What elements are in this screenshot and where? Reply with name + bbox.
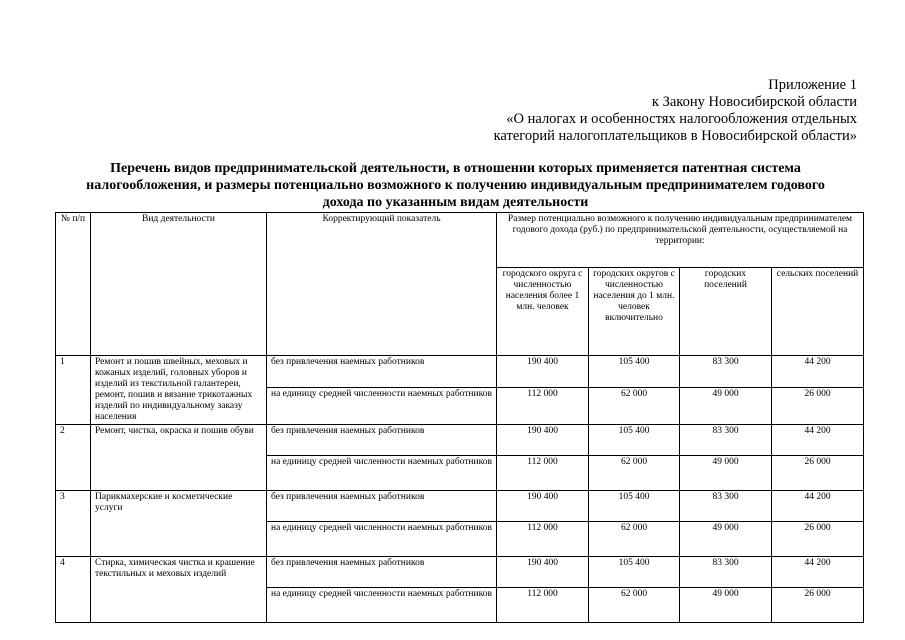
value-cell: 26 000 — [772, 456, 864, 491]
appendix-line: категорий налогоплательщиков в Новосибирской области» — [493, 128, 857, 144]
activity-table — [55, 212, 864, 623]
correcting-indicator: без привлечения наемных работников — [267, 491, 497, 522]
value-cell: 83 300 — [680, 557, 772, 588]
appendix-line: «О налогах и особенностях налогообложения отдельных — [506, 111, 857, 127]
value-cell: 190 400 — [497, 425, 589, 456]
value-cell: 112 000 — [497, 388, 589, 425]
value-cell: 190 400 — [497, 356, 589, 388]
row-number: 2 — [56, 425, 91, 491]
header-city-under-1m: городских округов с численностью населения до 1 млн. человек включительно — [589, 268, 680, 356]
value-cell: 44 200 — [772, 557, 864, 588]
value-cell: 26 000 — [772, 588, 864, 623]
table-row — [56, 425, 864, 456]
value-cell: 112 000 — [497, 522, 589, 557]
correcting-indicator: без привлечения наемных работников — [267, 557, 497, 588]
row-number: 4 — [56, 557, 91, 623]
table-row — [56, 557, 864, 588]
header-city-over-1m: городского округа с численностью населения более 1 млн. человек — [497, 268, 589, 356]
activity-kind: Стирка, химическая чистка и крашение текстильных и меховых изделий — [91, 557, 267, 623]
appendix-line: к Закону Новосибирской области — [651, 94, 857, 110]
title-line: налогообложения, и размеры потенциально возможного к получению индивидуальным предпринимателем годового — [86, 178, 825, 193]
activity-kind: Ремонт и пошив швейных, меховых и кожаных изделий, головных уборов и изделий из текстильной галантереи, ремонт, пошив и вязание трикотажных изделий по индивидуальному заказу населения — [91, 356, 267, 425]
correcting-indicator: на единицу средней численности наемных работников — [267, 388, 497, 425]
value-cell: 105 400 — [589, 356, 680, 388]
header-activity-kind: Вид деятельности — [91, 213, 267, 356]
value-cell: 26 000 — [772, 388, 864, 425]
value-cell: 112 000 — [497, 456, 589, 491]
header-correcting-indicator: Корректирующий показатель — [267, 213, 497, 356]
value-cell: 190 400 — [497, 491, 589, 522]
value-cell: 62 000 — [589, 456, 680, 491]
value-cell: 26 000 — [772, 522, 864, 557]
activity-kind: Ремонт, чистка, окраска и пошив обуви — [91, 425, 267, 491]
value-cell: 83 300 — [680, 491, 772, 522]
title-line: Перечень видов предпринимательской деятельности, в отношении которых применяется патентная система — [110, 161, 801, 176]
table-row — [56, 491, 864, 522]
value-cell: 112 000 — [497, 588, 589, 623]
header-num: № п/п — [56, 213, 91, 356]
correcting-indicator: на единицу средней численности наемных работников — [267, 588, 497, 623]
row-number: 3 — [56, 491, 91, 557]
table-header-row — [56, 213, 864, 268]
value-cell: 83 300 — [680, 425, 772, 456]
table-row — [56, 356, 864, 388]
value-cell: 49 000 — [680, 522, 772, 557]
value-cell: 105 400 — [589, 491, 680, 522]
appendix-note — [387, 77, 857, 145]
value-cell: 49 000 — [680, 388, 772, 425]
correcting-indicator: без привлечения наемных работников — [267, 425, 497, 456]
value-cell: 83 300 — [680, 356, 772, 388]
value-cell: 62 000 — [589, 588, 680, 623]
value-cell: 44 200 — [772, 425, 864, 456]
correcting-indicator: без привлечения наемных работников — [267, 356, 497, 388]
appendix-line: Приложение 1 — [768, 77, 857, 93]
header-income-group: Размер потенциально возможного к получению индивидуальным предпринимателем годового дохода (руб.) по предпринимательской деятельности, осуществляемой на территории: — [497, 213, 864, 268]
document-title — [48, 160, 863, 211]
value-cell: 190 400 — [497, 557, 589, 588]
header-urban-settlements: городских поселений — [680, 268, 772, 356]
activity-kind: Парикмахерские и косметические услуги — [91, 491, 267, 557]
value-cell: 49 000 — [680, 588, 772, 623]
value-cell: 105 400 — [589, 425, 680, 456]
value-cell: 62 000 — [589, 522, 680, 557]
title-line: дохода по указанным видам деятельности — [322, 195, 589, 210]
value-cell: 44 200 — [772, 491, 864, 522]
value-cell: 44 200 — [772, 356, 864, 388]
correcting-indicator: на единицу средней численности наемных работников — [267, 522, 497, 557]
row-number: 1 — [56, 356, 91, 425]
value-cell: 62 000 — [589, 388, 680, 425]
correcting-indicator: на единицу средней численности наемных работников — [267, 456, 497, 491]
header-rural-settlements: сельских поселений — [772, 268, 864, 356]
value-cell: 49 000 — [680, 456, 772, 491]
value-cell: 105 400 — [589, 557, 680, 588]
